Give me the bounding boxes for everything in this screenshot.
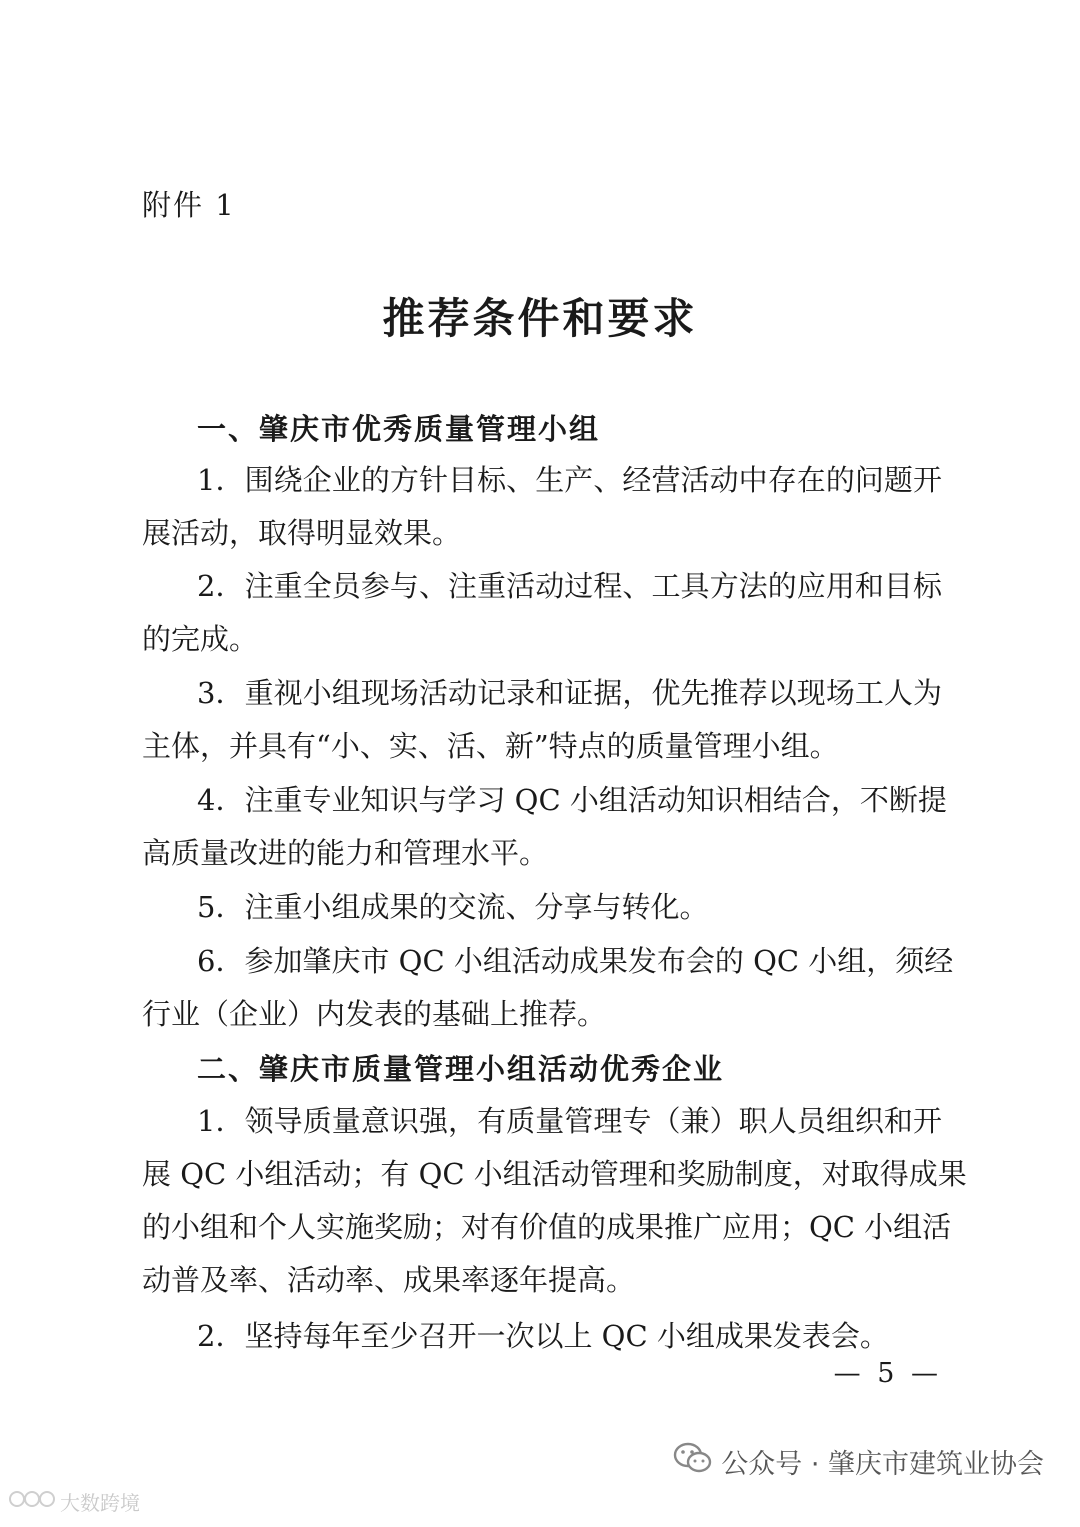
page-number: — 5 —	[833, 1358, 942, 1389]
watermark	[8, 1487, 140, 1516]
section-1-item-6	[142, 935, 954, 1041]
section-1-item-1	[142, 454, 942, 560]
item-line: 3．重视小组现场活动记录和证据，优先推荐以现场工人为	[197, 676, 942, 710]
item-line: 5．注重小组成果的交流、分享与转化。	[197, 890, 709, 924]
section-2-item-2	[142, 1310, 942, 1363]
section-1-item-5	[142, 881, 942, 934]
section-1-item-3	[142, 667, 942, 773]
item-line: 的小组和个人实施奖励；对有价值的成果推广应用；QC 小组活	[142, 1210, 952, 1244]
item-line: 4．注重专业知识与学习 QC 小组活动知识相结合，不断提	[197, 783, 947, 817]
item-line: 高质量改进的能力和管理水平。	[142, 836, 549, 870]
item-line: 展活动，取得明显效果。	[142, 516, 462, 550]
section-1-item-4	[142, 774, 947, 880]
item-line: 1．围绕企业的方针目标、生产、经营活动中存在的问题开	[197, 463, 942, 497]
item-line: 展 QC 小组活动；有 QC 小组活动管理和奖励制度，对取得成果	[142, 1157, 967, 1191]
item-line: 6．参加肇庆市 QC 小组活动成果发布会的 QC 小组，须经	[197, 944, 954, 978]
wechat-icon	[673, 1441, 713, 1482]
footer-text: 公众号 · 肇庆市建筑业协会	[721, 1449, 1044, 1480]
item-line: 行业（企业）内发表的基础上推荐。	[142, 997, 607, 1031]
item-line: 2．坚持每年至少召开一次以上 QC 小组成果发表会。	[197, 1319, 889, 1353]
item-line: 主体，并具有“小、实、活、新”特点的质量管理小组。	[142, 729, 839, 763]
section-1-heading: 一、肇庆市优秀质量管理小组	[197, 412, 601, 446]
document-title: 推荐条件和要求	[382, 294, 698, 343]
item-line: 动普及率、活动率、成果率逐年提高。	[142, 1263, 636, 1297]
item-line: 2．注重全员参与、注重活动过程、工具方法的应用和目标	[197, 569, 942, 603]
item-line: 的完成。	[142, 622, 259, 656]
wechat-footer	[673, 1441, 1044, 1482]
section-2-item-1	[142, 1095, 967, 1307]
watermark-text: 大数跨境	[60, 1491, 140, 1515]
section-2-heading: 二、肇庆市质量管理小组活动优秀企业	[197, 1052, 725, 1086]
item-line: 1．领导质量意识强，有质量管理专（兼）职人员组织和开	[197, 1104, 942, 1138]
section-1-item-2	[142, 560, 942, 666]
watermark-logo-icon	[8, 1487, 56, 1516]
annex-label: 附件 1	[142, 188, 236, 222]
